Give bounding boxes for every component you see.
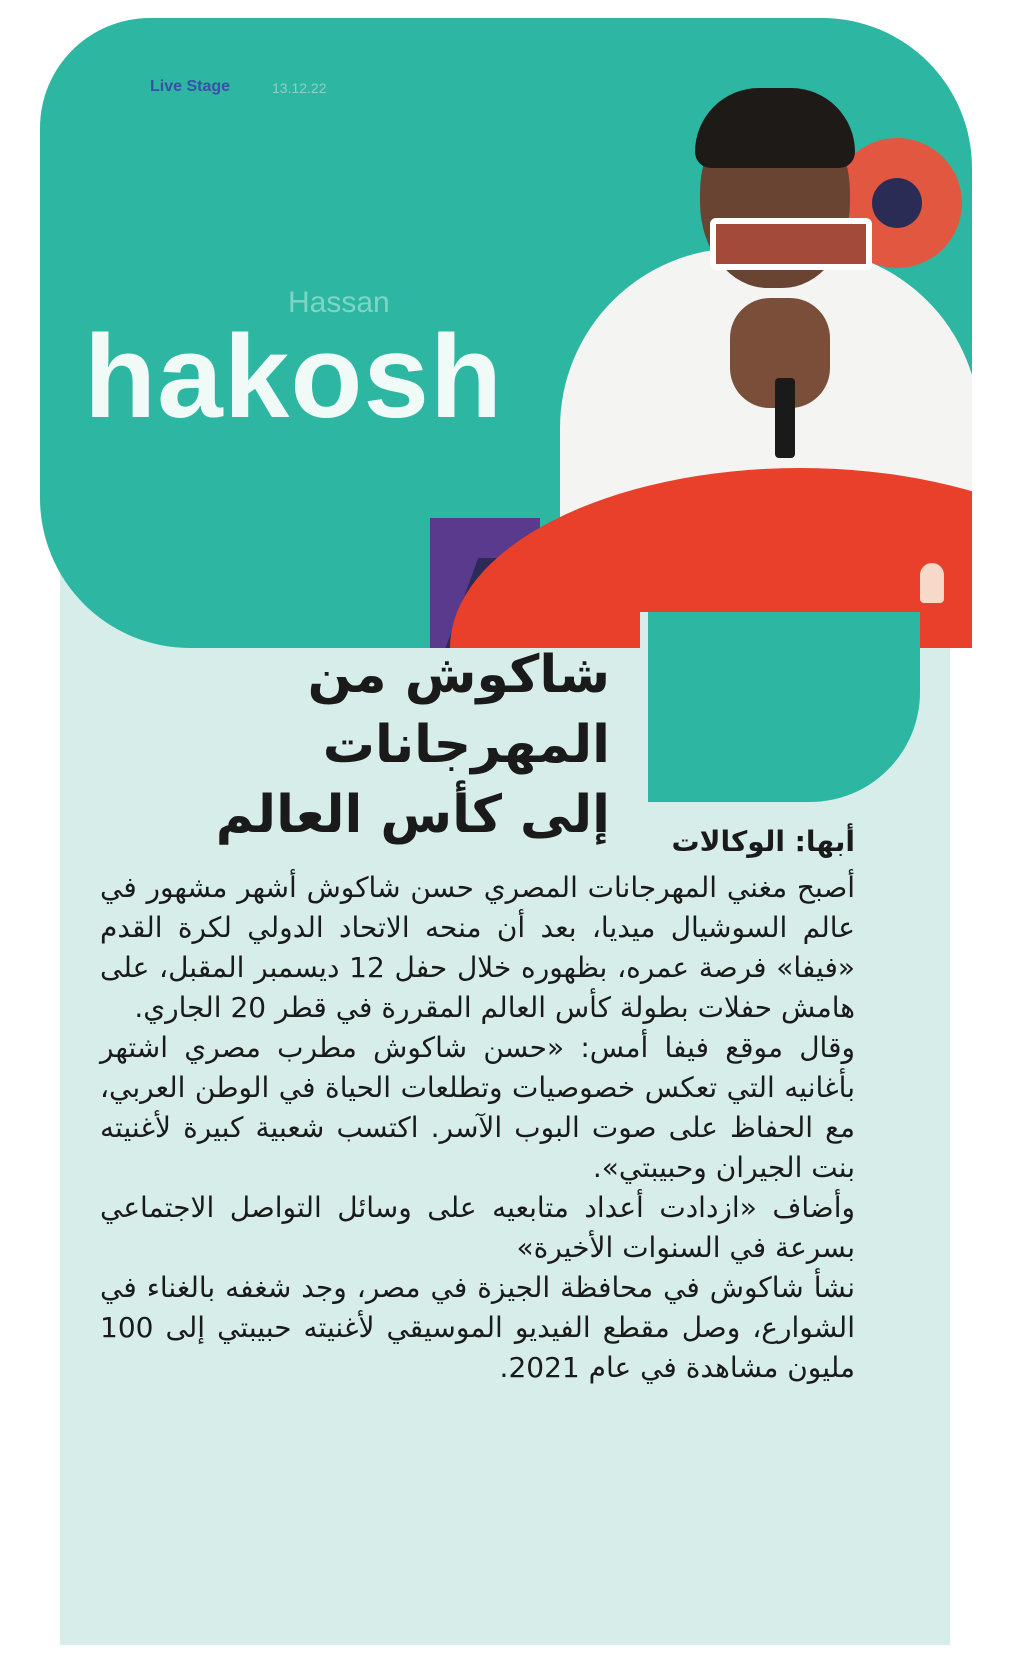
headline-accent-box — [640, 612, 920, 802]
article-body — [100, 868, 855, 1388]
headline-line-2: إلى كأس العالم — [215, 785, 610, 845]
backdrop-last-name: hakosh — [84, 311, 504, 443]
article-paragraph: نشأ شاكوش في محافظة الجيزة في مصر، وجد شغفه بالغناء في الشوارع، وصل مقطع الفيديو الموسيقي لأغنيته حبيبتي إلى 100 مليون مشاهدة في عام 2021. — [100, 1271, 855, 1384]
microphone-icon — [775, 378, 795, 458]
article-source: أبها: الوكالات — [671, 825, 855, 858]
stage-label: Live Stage — [150, 78, 231, 95]
world-cup-trophy-icon — [920, 563, 944, 603]
headline-line-1: شاكوش من المهرجانات — [307, 645, 610, 775]
headline-accent-divider — [640, 612, 648, 802]
singer-hair — [695, 88, 855, 168]
singer-sunglasses — [710, 218, 872, 270]
article-paragraph: أصبح مغني المهرجانات المصري حسن شاكوش أشهر مشهور في عالم السوشيال ميديا، بعد أن منحه الاتحاد الدولي لكرة القدم «فيفا» فرصة عمره، بظهوره خلال حفل 12 ديسمبر المقبل، على هامش حفلات بطولة كأس العالم المقررة في قطر 20 الجاري. — [100, 871, 855, 1024]
article-paragraph: وقال موقع فيفا أمس: «حسن شاكوش مطرب مصري اشتهر بأغانيه التي تعكس خصوصيات وتطلعات الحياة في الوطن العربي، مع الحفاظ على صوت البوب الآسر. اكتسب شعبية كبيرة لأغنيته بنت الجيران وحبيبتي». — [100, 1031, 855, 1184]
article-photo — [40, 18, 972, 648]
stage-date: 13.12.22 — [272, 80, 327, 96]
article-headline — [90, 640, 610, 850]
backdrop-first-name: Hassan — [288, 286, 390, 319]
article-paragraph: وأضاف «ازدادت أعداد متابعيه على وسائل التواصل الاجتماعي بسرعة في السنوات الأخيرة» — [100, 1191, 855, 1264]
